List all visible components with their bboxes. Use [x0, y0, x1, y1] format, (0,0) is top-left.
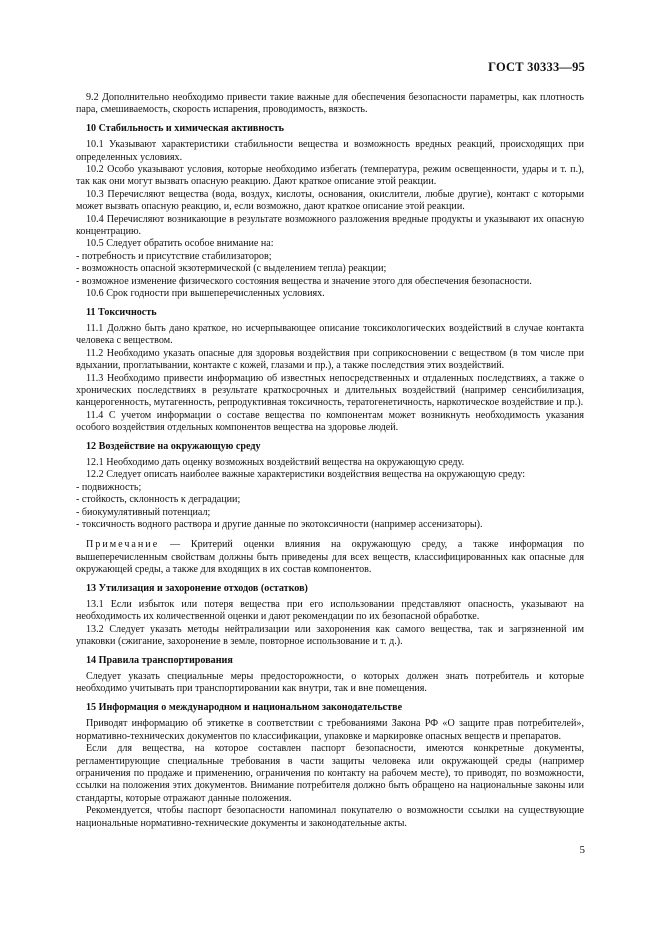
- note-label: Примечание: [86, 539, 160, 551]
- paragraph-11-4: 11.4 С учетом информации о составе вещества по компонентам может возникнуть необходимость указания особого воздействия отдельных компонентов вещества на здоровье людей.: [76, 409, 584, 434]
- paragraph-12-2: 12.2 Следует описать наиболее важные характеристики воздействия вещества на окружающую среду:: [86, 469, 526, 481]
- list-item: - стойкость, склонность к деградации;: [76, 494, 241, 506]
- paragraph-15-1: Приводят информацию об этикетке в соответствии с требованиями Закона РФ «О защите прав потребителей», нормативно-технических документов по классификации, упаковке и маркировке опасных веществ и препаратов.: [76, 718, 584, 742]
- page-number: 5: [579, 844, 585, 856]
- section-10-title: 10 Стабильность и химическая активность: [86, 122, 285, 134]
- paragraph-14: Следует указать специальные меры предосторожности, о которых должен знать потребитель и которые необходимо учитывать при транспортировании как внутри, так и вне помещения.: [76, 671, 584, 695]
- paragraph-10-2: 10.2 Особо указывают условия, которые необходимо избегать (температура, режим освещенности, удары и т. п.), так как они могут вызвать опасную реакцию. Дают краткое описание этой реакции.: [76, 164, 584, 188]
- list-item: - токсичность водного раствора и другие данные по экотоксичности (например ассенизаторы).: [76, 519, 483, 530]
- paragraph-11-3: 11.3 Необходимо привести информацию об известных непосредственных и отдаленных последствиях, а также о хронических последствиях в результате краткосрочных и длительных воздействий (например сенсибилизация, канцерогенность, мутагенность, репродуктивная токсичность, тератогенетичность, наркотическое воздействие и пр.).: [76, 372, 584, 409]
- list-item: - возможное изменение физического состояния вещества и значение этого для обеспечения безопасности.: [76, 275, 532, 287]
- paragraph-13-2: 13.2 Следует указать методы нейтрализации или захоронения как самого вещества, так и загрязненной им упаковки (сжигание, захоронение в земле, повторное использование и т. д.).: [76, 623, 584, 648]
- section-13-title: 13 Утилизация и захоронение отходов (остатков): [86, 582, 308, 594]
- list-item: - потребность и присутствие стабилизаторов;: [76, 250, 272, 262]
- paragraph-9-2: 9.2 Дополнительно необходимо привести такие важные для обеспечения безопасности параметры, как плотность пара, смешиваемость, скорость испарения, проводимость, вязкость.: [76, 92, 584, 116]
- section-11-title: 11 Токсичность: [86, 306, 157, 318]
- paragraph-15-2: Если для вещества, на которое составлен паспорт безопасности, имеются конкретные документы, регламентирующие специальные требования в части защиты человека или окружающей среды (например ограничения по продаже и применению, ограничения по контакту на рабочем месте), то приводят, по возможности, ссылки на положения этих документов. Внимание потребителя должно быть обращено на национальные законы или стандарты, которые отражают данные положения.: [76, 743, 584, 804]
- spacer: [76, 531, 584, 539]
- paragraph-15-3: Рекомендуется, чтобы паспорт безопасности напоминал покупателю о возможности ссылки на существующие национальные нормативно-технические документы и законодательные акты.: [76, 805, 584, 829]
- paragraph-10-5: 10.5 Следует обратить особое внимание на:: [86, 238, 274, 250]
- paragraph-12-1: 12.1 Необходимо дать оценку возможных воздействий вещества на окружающую среду.: [86, 456, 465, 468]
- paragraph-10-3: 10.3 Перечисляют вещества (вода, воздух, кислоты, основания, окислители, любые другие), контакт с которыми может вызвать опасную реакцию, и, если возможно, дают краткое описание этой реакции.: [76, 188, 584, 213]
- list-item: - подвижность;: [76, 481, 142, 493]
- section-14-title: 14 Правила транспортирования: [86, 654, 233, 666]
- note-text: — Критерий оценки влияния на окружающую среду, а также информация по вышеперечисленным свойствам должны быть приведены для всех веществ, классифицированных как опасные для окружающей среды, а также для входящих в их состав компонентов.: [76, 539, 584, 576]
- document-id: ГОСТ 30333—95: [488, 60, 585, 74]
- paragraph-11-2: 11.2 Необходимо указать опасные для здоровья воздействия при соприкосновении с веществом (в том числе при вдыхании, проглатывании, контакте с кожей, глазами и пр.), а также последствия этих воздействий.: [76, 347, 584, 372]
- paragraph-10-6: 10.6 Срок годности при вышеперечисленных условиях.: [86, 288, 325, 300]
- note: [76, 539, 584, 576]
- paragraph-10-1: 10.1 Указывают характеристики стабильности вещества и возможность вредных реакций, происходящих при определенных условиях.: [76, 139, 584, 163]
- list-item: - возможность опасной экзотермической (с выделением тепла) реакции;: [76, 263, 387, 275]
- section-12-title: 12 Воздействие на окружающую среду: [86, 440, 261, 452]
- paragraph-10-4: 10.4 Перечисляют возникающие в результате возможного разложения вредные продукты и указывают их опасную концентрацию.: [76, 213, 584, 238]
- document-body: [76, 92, 584, 830]
- paragraph-13-1: 13.1 Если избыток или потеря вещества при его использовании представляют опасность, указывают на необходимость их количественной оценки и дают рекомендации по их безопасной обработке.: [76, 599, 584, 623]
- list-item: - биокумулятивный потенциал;: [76, 506, 211, 518]
- section-15-title: 15 Информация о международном и национальном законодательстве: [86, 701, 403, 713]
- paragraph-11-1: 11.1 Должно быть дано краткое, но исчерпывающее описание токсикологических воздействий в случае контакта человека с веществом.: [76, 322, 584, 347]
